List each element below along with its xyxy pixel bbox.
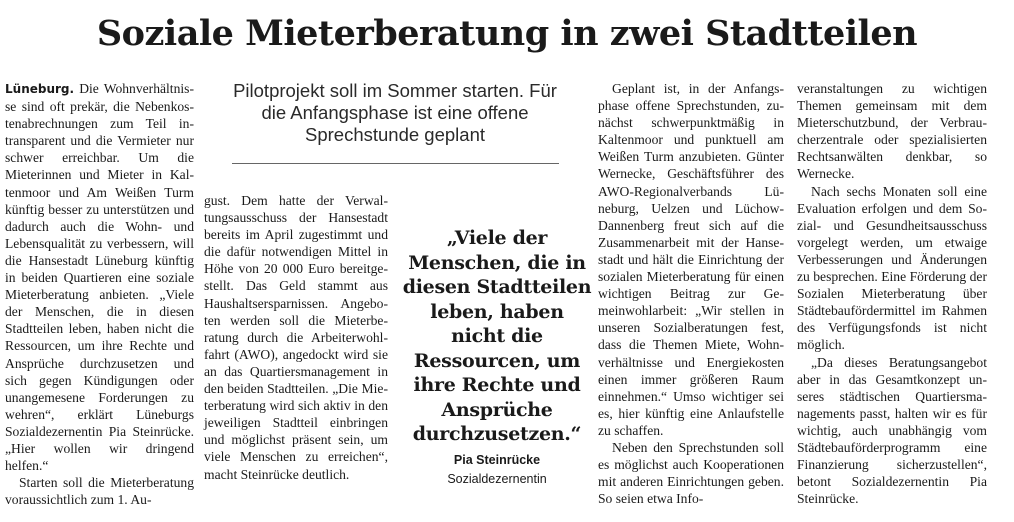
article-paragraph [5,80,194,474]
pull-quote-author: Pia Steinrücke [453,453,541,467]
pull-quote-role: Sozialdezernentin [447,472,547,486]
article-column-4 [797,80,987,507]
article-paragraph: Starten soll die Mieterberatung voraussichtlich zum 1. Au- [5,475,194,508]
article-paragraph: Nach sechs Monaten soll eine Evaluation erfolgen und dem Sozial- und Gesundheitsausschuss vorgelegt werden, um etwaige Verbesserungen und Änderungen zu besprechen. Eine Förderung der Sozialen Mieterberatung über Städtebaufördermittel im Rahmen des Verfügungsfonds ist nicht möglich. [797,183,987,353]
headline: Soziale Mieterberatung in zwei Stadtteilen [96,13,918,54]
dateline: Lüneburg. [5,82,75,96]
article-paragraph: „Da dieses Beratungsangebot aber in das Gesamtkonzept unseres städtischen Quartiersmanagements passt, halten wir es für wichtig, auch unabhängig vom Städtebauförderprogramm eine Finanzierung sicherzustellen“, betont Sozialdezernentin Pia Steinrücke. [797,354,987,507]
pull-quote: „Viele der Menschen, die in diesen Stadtteilen leben, haben nicht die Ressourcen, um ihre Rechte und Ansprüche durchzusetzen.“ [402,227,592,445]
divider-rule [232,163,559,164]
article-paragraph: Geplant ist, in der Anfangsphase offene Sprechstunden, zunächst schwerpunktmäßig in Kaltenmoor und punktuell am Weißen Turm anzubieten. Günter Wernecke, Geschäftsführer des AWO-Regionalverbands Lüneburg, Uelzen und Lüchow-Dannenberg freut sich auf die Zusammenarbeit mit der Hansestadt und hält die Einrichtung der sozialen Mieterberatung für einen wichtigen Beitrag zur Gemeinwohlarbeit: „Wir stellen in unseren Sozialberatungen fest, dass die Themen Miete, Wohnverhältnisse und Energiekosten einen immer größeren Raum einnehmen.“ Umso wichtiger sei es, hier künftig eine Anlaufstelle zu schaffen. [598,81,784,438]
subheadline: Pilotprojekt soll im Sommer starten. Für die Anfangsphase ist eine offene Sprechstunde geplant [233,80,557,145]
article-column-1 [5,80,194,508]
article-column-2 [204,192,388,483]
article-paragraph: Neben den Sprechstunden soll es möglichst auch Kooperationen mit anderen Einrichtungen geben. So seien etwa Info- [598,439,784,507]
paragraph-text: Die Wohnverhältnisse sind oft prekär, die Nebenkostenabrechnungen zum Teil intransparent und die Vermieter nur schwer erreichbar. Um die Mieterinnen und Mieter in Kaltenmoor und Am Weißen Turm künftig besser zu unterstützen und dadurch auch die Wohn- und Lebensqualität zu verbessern, will die Hansestadt Lüneburg künftig in beiden Quartieren eine soziale Mieterberatung anbieten. „Viele der Menschen, die in diesen Stadtteilen leben, haben nicht die Ressourcen, um ihre Rechte und Ansprüche durchzusetzen und sich gegen Kündigungen oder unangemesene Forderungen zu wehren“, erklärt Lüneburgs Sozialdezernentin Pia Steinrücke. „Hier wollen wir dringend helfen.“ [5,81,194,474]
article-paragraph: gust. Dem hatte der Verwaltungsausschuss der Hansestadt bereits im April zugestimmt und die dafür notwendigen Mittel in Höhe von 20 000 Euro bereitgestellt. Das Geld stammt aus Haushaltsersparnissen. Angeboten werden soll die Mieterberatung durch die Arbeiterwohlfahrt (AWO), angedockt wird sie an das Quartiersmanagement in den beiden Stadtteilen. „Die Mieterberatung wird sich aktiv in den jeweiligen Stadtteil einbringen und möglichst präsent sein, um viele Menschen zu erreichen“, macht Steinrücke deutlich. [204,193,388,482]
article-paragraph: veranstaltungen zu wichtigen Themen gemeinsam mit dem Mieterschutzbund, der Verbraucherzentrale oder spezialisierten Rechtsanwälten denkbar, so Wernecke. [797,81,987,182]
article-column-3 [598,80,784,507]
